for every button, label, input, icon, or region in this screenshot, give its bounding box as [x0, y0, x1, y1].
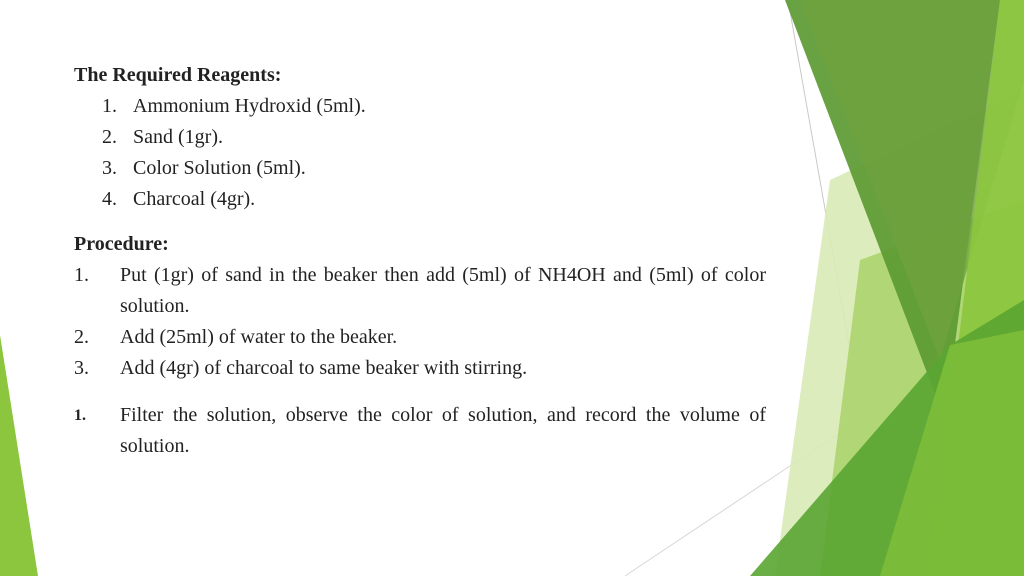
step-text: Filter the solution, observe the color of solution, and record the volume of solution.: [120, 404, 766, 457]
list-item: [74, 153, 766, 184]
list-text: Color Solution (5ml).: [133, 157, 306, 179]
step-number: 3.: [74, 357, 89, 379]
step-text: Add (25ml) of water to the beaker.: [120, 326, 398, 348]
list-item: [74, 184, 766, 215]
slide-content: [74, 60, 766, 462]
list-item: [74, 353, 766, 384]
list-number: 3.: [102, 157, 117, 179]
list-item: [74, 91, 766, 122]
list-item: [74, 400, 766, 462]
procedure-heading: Procedure:: [74, 233, 169, 255]
reagents-list: [74, 91, 766, 215]
list-number: 4.: [102, 188, 117, 210]
list-item: [74, 260, 766, 322]
reagents-heading: The Required Reagents:: [74, 64, 282, 86]
step-text: Add (4gr) of charcoal to same beaker with stirring.: [120, 357, 528, 379]
list-item: [74, 122, 766, 153]
list-number: 1.: [102, 95, 117, 117]
step-number: 1.: [74, 264, 89, 286]
step-number: 1.: [74, 407, 86, 424]
list-text: Ammonium Hydroxid (5ml).: [133, 95, 366, 117]
list-number: 2.: [102, 126, 117, 148]
list-text: Sand (1gr).: [133, 126, 223, 148]
final-step-list: [74, 400, 766, 462]
step-text: Put (1gr) of sand in the beaker then add (5ml) of NH4OH and (5ml) of color solution.: [120, 264, 766, 317]
facet-left: [0, 335, 38, 576]
list-item: [74, 322, 766, 353]
procedure-steps: [74, 260, 766, 384]
list-text: Charcoal (4gr).: [133, 188, 256, 210]
step-number: 2.: [74, 326, 89, 348]
